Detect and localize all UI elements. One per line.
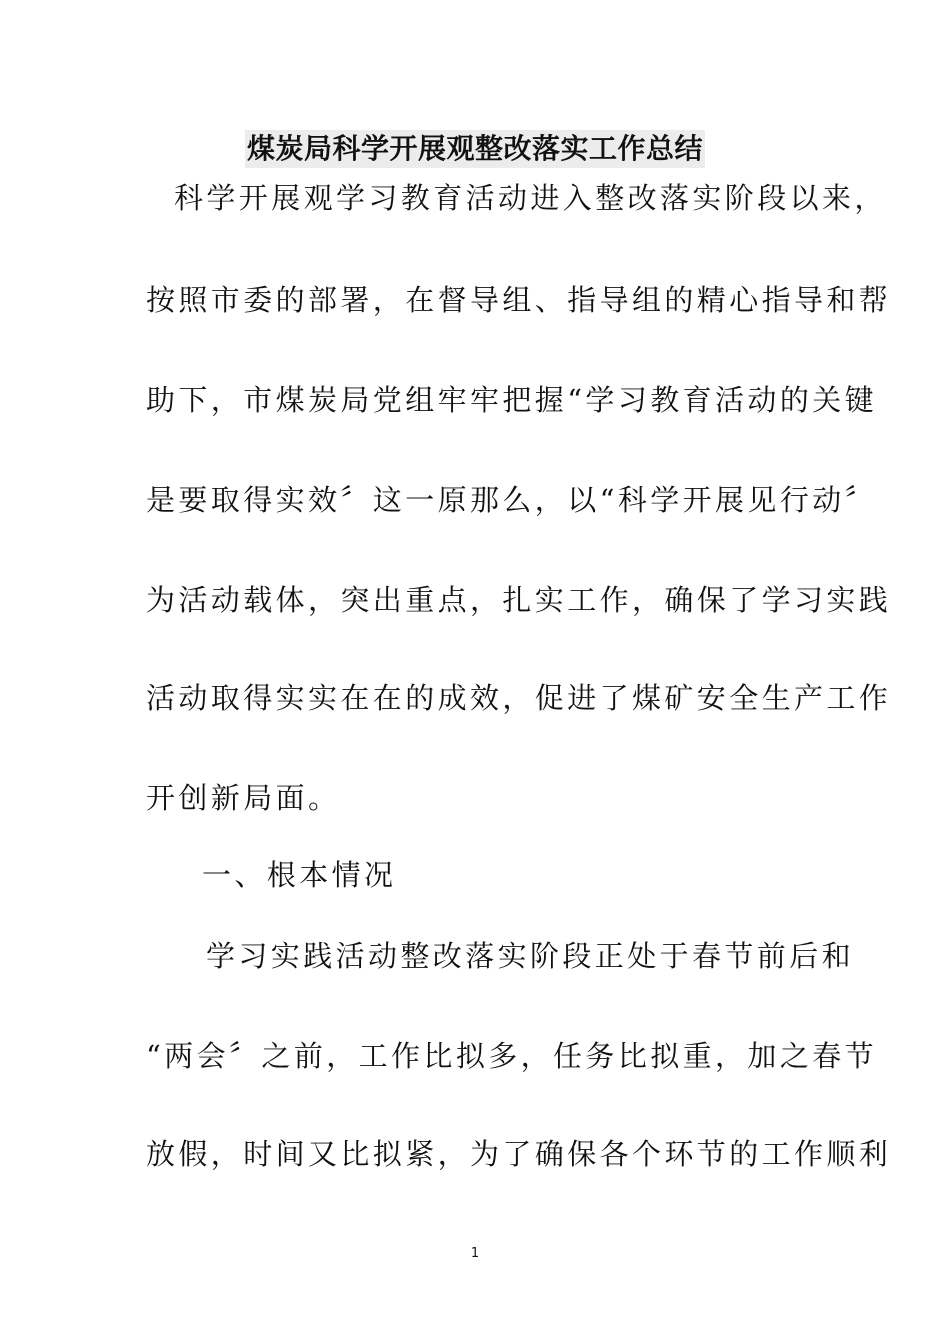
paragraph-line: “两会〞之前，工作比拟多，任务比拟重，加之春节 [146, 1039, 878, 1073]
paragraph-line: 活动取得实实在在的成效，促进了煤矿安全生产工作 [146, 681, 892, 715]
page-number: 1 [470, 1246, 480, 1261]
paragraph-line: 学习实践活动整改落实阶段正处于春节前后和 [206, 939, 855, 973]
paragraph-line: 开创新局面。 [146, 781, 341, 815]
document-title: 煤炭局科学开展观整改落实工作总结 [245, 130, 705, 168]
paragraph-line: 为活动载体，突出重点，扎实工作，确保了学习实践 [146, 583, 892, 617]
paragraph-line: 助下，市煤炭局党组牢牢把握“学习教育活动的关键 [146, 383, 878, 417]
title-container [0, 130, 950, 168]
paragraph-line: 按照市委的部署，在督导组、指导组的精心指导和帮 [146, 283, 892, 317]
paragraph-line: 放假，时间又比拟紧，为了确保各个环节的工作顺利 [146, 1137, 892, 1171]
section-heading: 一、根本情况 [202, 858, 397, 892]
paragraph-line: 科学开展观学习教育活动进入整改落实阶段以来， [174, 181, 887, 215]
paragraph-line: 是要取得实效〞这一原那么，以“科学开展见行动〞 [146, 483, 878, 517]
